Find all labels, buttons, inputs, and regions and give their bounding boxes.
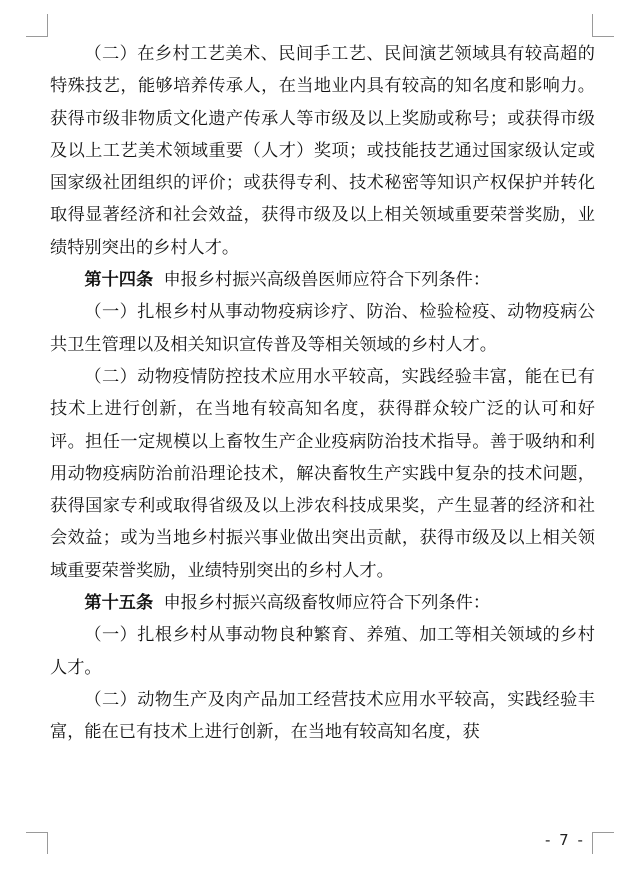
paragraph-text: （二）动物疫情防控技术应用水平较高，实践经验丰富，能在已有技术上进行创新，在当地有较高知名度，获得群众较广泛的认可和好评。担任一定规模以上畜牧生产企业疫病防治技术指导。善于吸纳和利用动物疫病防治前沿理论技术，解决畜牧生产实践中复杂的技术问题，获得国家专利或取得省级及以上涉农科技成果奖，产生显著的经济和社会效益；或为当地乡村振兴事业做出突出贡献，获得市级及以上相关领域重要荣誉奖励，业绩特别突出的乡村人才。 (50, 366, 595, 581)
paragraph (50, 296, 595, 361)
crop-mark (592, 14, 593, 36)
paragraph (50, 587, 595, 619)
article-number: 第十四条 (84, 270, 154, 291)
crop-mark (26, 832, 48, 833)
paragraph (50, 684, 595, 749)
paragraph-text: （二）在乡村工艺美术、民间手工艺、民间演艺领域具有较高超的特殊技艺，能够培养传承人，在当地业内具有较高的知名度和影响力。获得市级非物质文化遗产传承人等市级及以上奖励或称号；或获得市级及以上工艺美术领域重要（人才）奖项；或技能技艺通过国家级认定或国家级社团组织的评价；或获得专利、技术秘密等知识产权保护并转化取得显著经济和社会效益，获得市级及以上相关领域重要荣誉奖励，业绩特别突出的乡村人才。 (50, 44, 595, 258)
crop-mark (47, 14, 48, 36)
paragraph (50, 38, 595, 264)
paragraph-text: （二）动物生产及肉产品加工经营技术应用水平较高，实践经验丰富，能在已有技术上进行创新，在当地有较高知名度，获 (50, 689, 595, 743)
paragraph-text: （一）扎根乡村从事动物疫病诊疗、防治、检验检疫、动物疫病公共卫生管理以及相关知识宣传普及等相关领域的乡村人才。 (50, 302, 595, 355)
crop-mark (26, 36, 48, 37)
document-body (50, 38, 595, 749)
page-number: - 7 - (545, 831, 585, 849)
paragraph-text: 申报乡村振兴高级兽医师应符合下列条件： (163, 270, 491, 291)
paragraph (50, 619, 595, 684)
crop-mark (47, 832, 48, 854)
crop-mark (592, 36, 614, 37)
crop-mark (592, 832, 614, 833)
paragraph (50, 361, 595, 587)
paragraph-text: 申报乡村振兴高级畜牧师应符合下列条件： (163, 593, 491, 614)
paragraph (50, 264, 595, 296)
crop-mark (592, 832, 593, 854)
paragraph-text: （一）扎根乡村从事动物良种繁育、养殖、加工等相关领域的乡村人才。 (50, 625, 595, 678)
article-number: 第十五条 (84, 593, 154, 614)
